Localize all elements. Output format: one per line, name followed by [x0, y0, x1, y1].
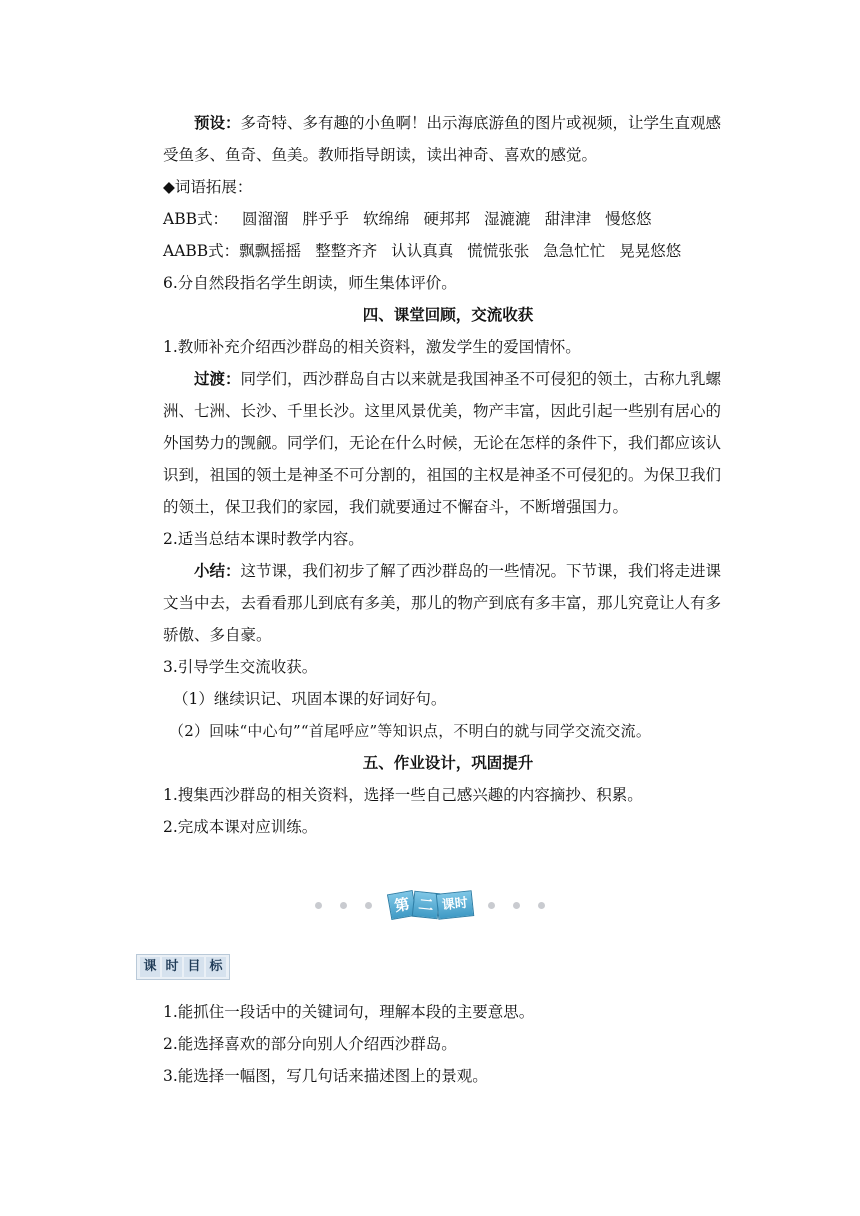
- transition-label: 过渡：: [194, 369, 241, 388]
- tag-char: 目: [184, 957, 204, 977]
- abb-prefix: ABB式：: [163, 210, 228, 228]
- abb-word: 慢悠悠: [605, 210, 652, 228]
- expansion-title: ◆词语拓展：: [163, 178, 253, 196]
- tag-char: 时: [162, 957, 182, 977]
- abb-word: 湿漉漉: [484, 210, 531, 228]
- section-4-sub-1: （1）继续识记、巩固本课的好词好句。: [173, 690, 447, 708]
- badge-char: 课时: [436, 890, 475, 920]
- lesson-divider: [305, 888, 555, 922]
- summary-label: 小结：: [194, 561, 241, 580]
- preset-text: 多奇特、多有趣的小鱼啊！出示海底游鱼的图片或视频，让学生直观感受鱼多、鱼奇、鱼美。教师指导朗读，读出神奇、喜欢的感觉。: [163, 114, 722, 164]
- aabb-word: 飘飘摇摇: [239, 242, 302, 260]
- divider-dot: [365, 902, 372, 909]
- section-4-sub-2: （2）回味“中心句”“首尾呼应”等知识点，不明白的就与同学交流交流。: [169, 722, 652, 740]
- abb-word: 硬邦邦: [423, 210, 471, 228]
- section-5-item-2: 2.完成本课对应训练。: [163, 818, 318, 836]
- goal-item: 3.能选择一幅图，写几句话来描述图上的景观。: [163, 1067, 488, 1085]
- tag-char: 课: [140, 957, 160, 977]
- tag-char: 标: [206, 957, 226, 977]
- section-5-heading: 五、作业设计，巩固提升: [362, 753, 534, 772]
- lesson-goals-tag: [136, 954, 230, 980]
- aabb-word: 认认真真: [391, 242, 454, 260]
- transition-paragraph: [163, 363, 733, 523]
- summary-text: 这节课，我们初步了解了西沙群岛的一些情况。下节课，我们将走进课文当中去，去看看那儿到底有多美，那儿的物产到底有多丰富，那儿究竟让人有多骄傲、多自豪。: [163, 562, 722, 644]
- section-4-heading: 四、课堂回顾，交流收获: [362, 305, 534, 324]
- aabb-prefix: AABB式：: [163, 242, 240, 260]
- section-5-item-1: 1.搜集西沙群岛的相关资料，选择一些自己感兴趣的内容摘抄、积累。: [163, 786, 643, 804]
- abb-line: [163, 203, 733, 235]
- aabb-word: 慌慌张张: [467, 242, 530, 260]
- divider-dot: [488, 902, 495, 909]
- goal-item: 1.能抓住一段话中的关键词句，理解本段的主要意思。: [163, 1003, 535, 1021]
- lesson-goals: [163, 996, 733, 1092]
- divider-dot: [315, 902, 322, 909]
- aabb-word: 整整齐齐: [315, 242, 378, 260]
- section-4-item-3: 3.引导学生交流收获。: [163, 658, 318, 676]
- aabb-word: 急急忙忙: [543, 242, 606, 260]
- item-6: 6.分自然段指名学生朗读，师生集体评价。: [163, 274, 457, 292]
- section-4-item-2: 2.适当总结本课时教学内容。: [163, 530, 364, 548]
- summary-paragraph: [163, 555, 733, 651]
- preset-paragraph: [163, 107, 733, 171]
- preset-label: 预设：: [194, 113, 241, 132]
- badge-char: 第: [387, 890, 417, 920]
- divider-dot: [513, 902, 520, 909]
- section-4-item-1: 1.教师补充介绍西沙群岛的相关资料，激发学生的爱国情怀。: [163, 338, 581, 356]
- goal-item: 2.能选择喜欢的部分向别人介绍西沙群岛。: [163, 1035, 457, 1053]
- second-lesson-badge: [389, 892, 471, 918]
- divider-dot: [340, 902, 347, 909]
- badge-char: 二: [412, 891, 441, 920]
- divider-dot: [538, 902, 545, 909]
- abb-word: 软绵绵: [363, 210, 410, 228]
- aabb-word: 晃晃悠悠: [619, 242, 682, 260]
- aabb-line: [163, 235, 733, 267]
- abb-word: 圆溜溜: [241, 210, 289, 228]
- lesson-content: [163, 107, 733, 843]
- transition-text: 同学们，西沙群岛自古以来就是我国神圣不可侵犯的领土，古称九乳螺洲、七洲、长沙、千里长沙。这里风景优美，物产丰富，因此引起一些别有居心的外国势力的觊觎。同学们，无论在什么时候，无论在怎样的条件下，我们都应该认识到，祖国的领土是神圣不可分割的，祖国的主权是神圣不可侵犯的。为保卫我们的领土，保卫我们的家园，我们就要通过不懈奋斗，不断增强国力。: [163, 370, 722, 516]
- abb-word: 甜津津: [544, 210, 592, 228]
- abb-word: 胖乎乎: [302, 210, 350, 228]
